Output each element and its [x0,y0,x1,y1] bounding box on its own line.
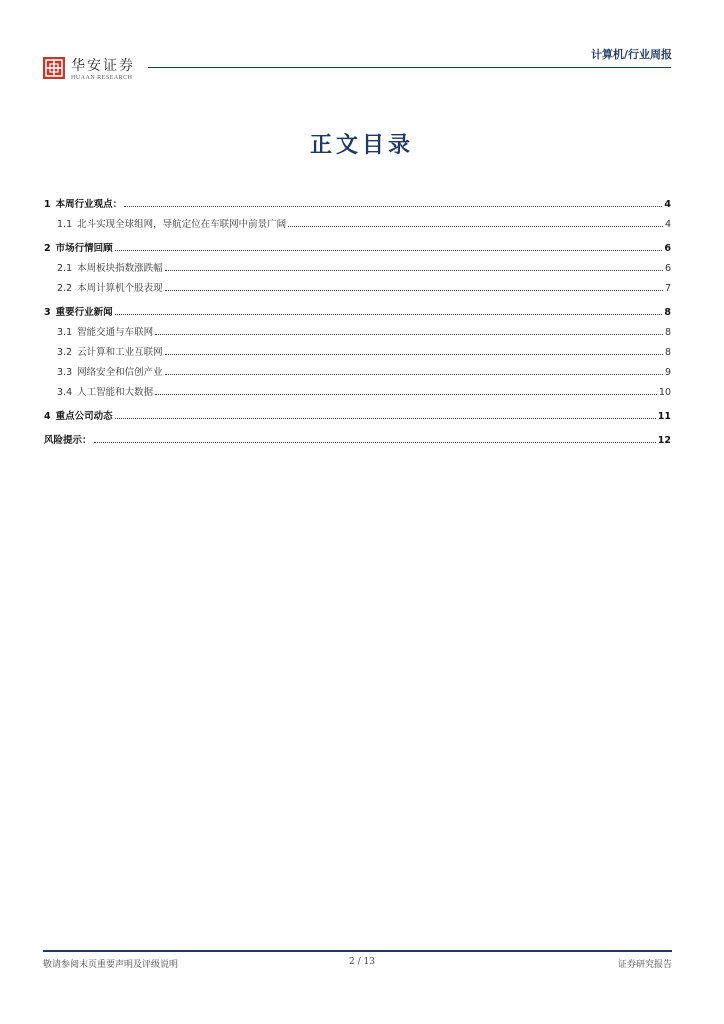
toc-dot-leader [165,374,663,375]
logo-seal-icon [43,57,65,79]
toc-entry-number: 2.2 [57,283,73,294]
table-of-contents [44,190,671,446]
toc-entry-level1[interactable] [44,426,671,446]
toc-entry-number: 3 [44,307,51,318]
toc-entry-page: 7 [664,283,671,294]
toc-dot-leader [115,314,663,315]
toc-dot-leader [165,354,663,355]
toc-entry-level2[interactable] [44,318,671,338]
toc-entry-number: 2 [44,243,51,254]
logo-text-cn: 华安证券 [71,58,135,74]
toc-entry-page: 10 [658,387,671,398]
toc-entry-level1[interactable] [44,190,671,210]
header-divider [148,67,671,68]
toc-entry-level2[interactable] [44,358,671,378]
toc-entry-label: 重要行业新闻 [55,307,113,318]
company-logo [43,57,163,87]
page-number: 2 / 13 [349,957,375,967]
toc-dot-leader [115,418,656,419]
toc-entry-page: 8 [664,327,671,338]
toc-dot-leader [165,270,663,271]
toc-dot-leader [288,226,663,227]
toc-entry-label: 人工智能和大数据 [77,387,154,398]
toc-entry-number: 3.2 [57,347,73,358]
toc-entry-page: 4 [664,199,671,210]
footer-report-type: 证券研究报告 [617,960,672,970]
toc-entry-label: 重点公司动态 [55,411,113,422]
toc-dot-leader [124,206,662,207]
toc-entry-page: 11 [657,411,671,422]
logo-text-en: HUAAN RESEARCH [71,75,133,81]
toc-entry-level1[interactable] [44,298,671,318]
toc-entry-label: 本周板块指数涨跌幅 [77,263,163,274]
toc-entry-level2[interactable] [44,210,671,230]
toc-entry-number: 3.1 [57,327,73,338]
toc-entry-level1[interactable] [44,402,671,422]
toc-entry-number: 4 [44,411,51,422]
toc-entry-level2[interactable] [44,254,671,274]
toc-dot-leader [155,394,657,395]
toc-dot-leader [155,334,663,335]
toc-entry-page: 9 [664,367,671,378]
toc-entry-page: 12 [657,435,671,446]
toc-entry-label: 智能交通与车联网 [77,327,154,338]
toc-entry-label: 本周行业观点： [55,199,123,210]
toc-entry-page: 4 [664,219,671,230]
footer-divider [43,950,672,952]
toc-entry-page: 8 [664,307,671,318]
footer-disclaimer: 敬请参阅末页重要声明及评级说明 [43,960,179,970]
page-title: 正文目录 [309,133,414,158]
toc-entry-level2[interactable] [44,338,671,358]
toc-entry-label: 风险提示： [44,435,92,446]
toc-entry-level2[interactable] [44,274,671,294]
toc-dot-leader [94,442,656,443]
toc-entry-level1[interactable] [44,234,671,254]
toc-entry-page: 6 [664,243,671,254]
toc-entry-page: 8 [664,347,671,358]
toc-entry-level2[interactable] [44,378,671,398]
toc-entry-number: 1 [44,199,51,210]
toc-entry-label: 本周计算机个股表现 [77,283,163,294]
toc-entry-label: 云计算和工业互联网 [77,347,163,358]
toc-dot-leader [115,250,663,251]
toc-entry-number: 2.1 [57,263,73,274]
toc-entry-label: 网络安全和信创产业 [77,367,163,378]
toc-entry-number: 3.3 [57,367,73,378]
toc-entry-label: 北斗实现全球组网，导航定位在车联网中前景广阔 [77,219,287,230]
toc-entry-label: 市场行情回顾 [55,243,113,254]
toc-entry-number: 1.1 [57,219,73,230]
toc-entry-number: 3.4 [57,387,73,398]
toc-dot-leader [165,290,663,291]
toc-entry-page: 6 [664,263,671,274]
report-category: 计算机/行业周报 [590,48,672,61]
